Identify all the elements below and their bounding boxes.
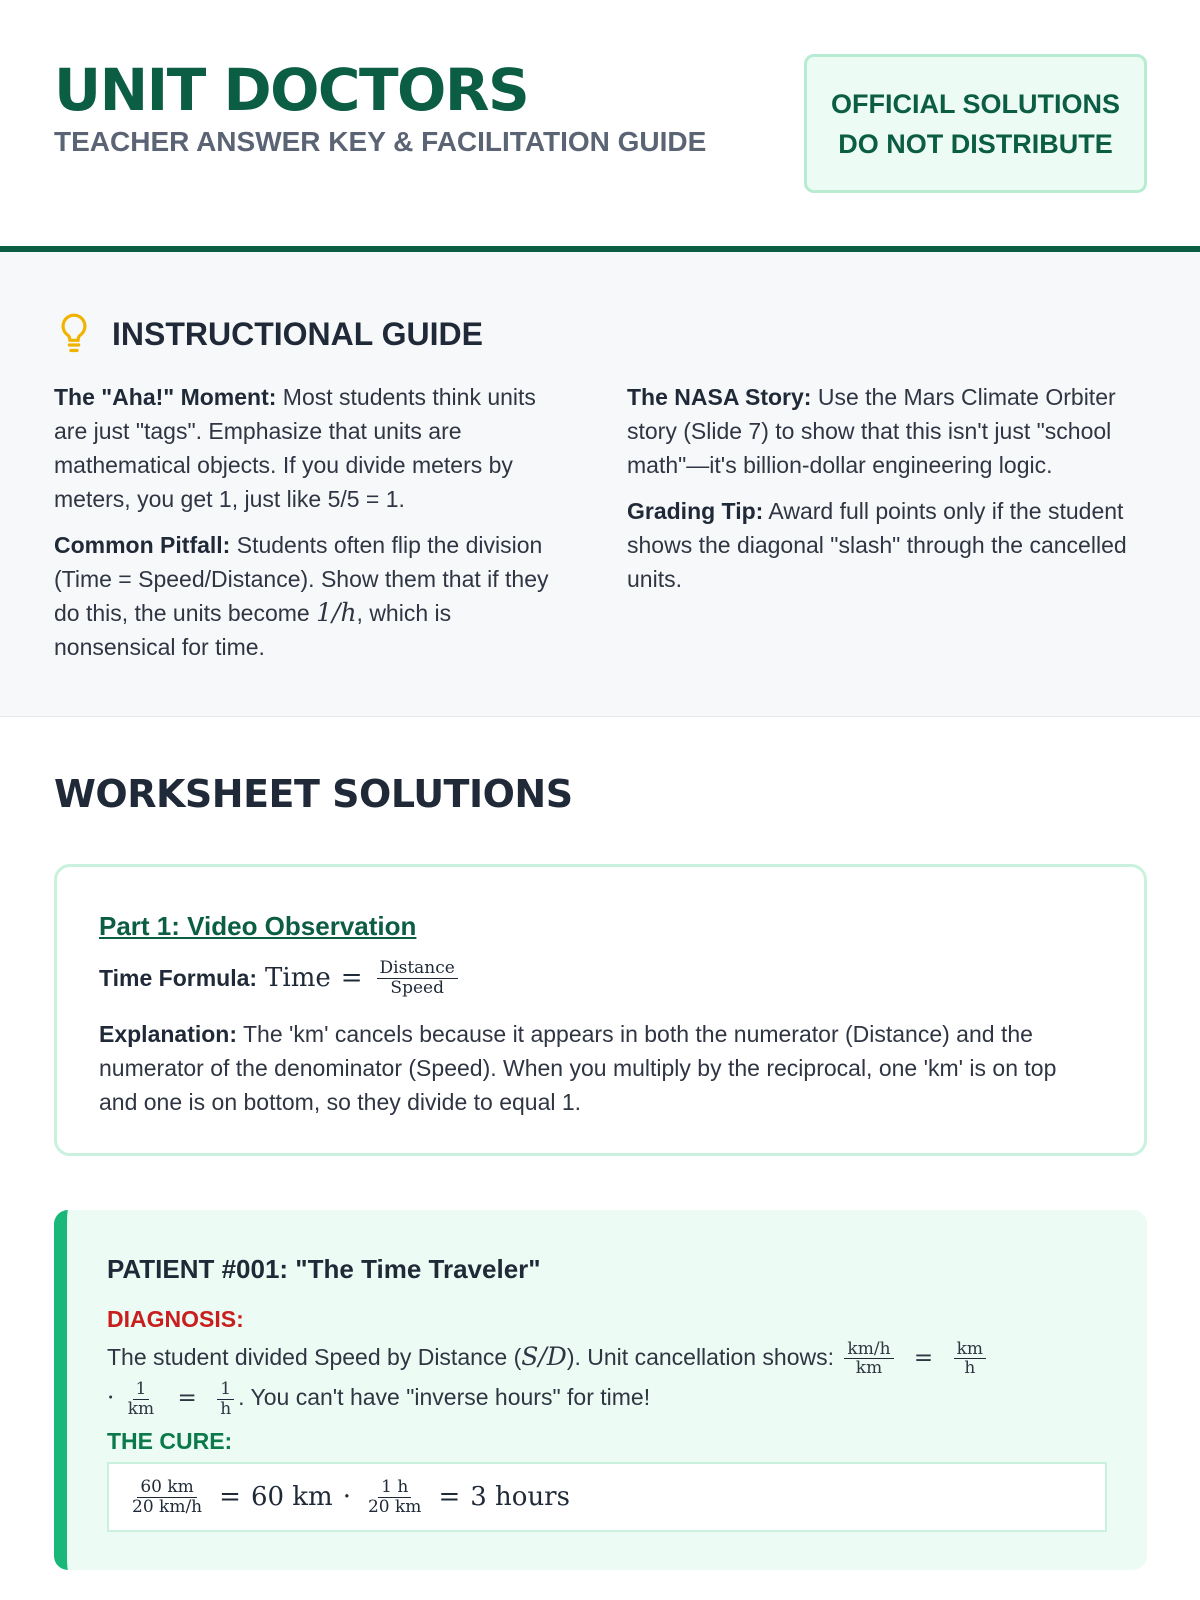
badge-line-1: OFFICIAL SOLUTIONS: [831, 88, 1120, 119]
fraction: [844, 1340, 893, 1378]
patient-card: [54, 1210, 1147, 1570]
time-formula: [99, 959, 462, 997]
worksheet-title: WORKSHEET SOLUTIONS: [54, 772, 573, 816]
tip-label: The NASA Story:: [627, 384, 812, 410]
equals-sign: =: [219, 1482, 241, 1512]
patient-title: PATIENT #001: "The Time Traveler": [107, 1254, 541, 1284]
tip-text: Award full points only if the student shows the diagonal "slash" through the cancelled units.: [627, 498, 1127, 592]
part1-title: Part 1: Video Observation: [99, 911, 417, 941]
lightbulb-icon: [54, 312, 94, 356]
multiply-dot: ·: [107, 1385, 115, 1412]
fraction-denominator: 20 km/h: [132, 1496, 203, 1517]
fraction-denominator: Speed: [390, 977, 444, 998]
guide-title: INSTRUCTIONAL GUIDE: [112, 315, 483, 352]
cure-result: 3 hours: [470, 1482, 570, 1512]
brand-title: UNIT DOCTORS: [54, 56, 529, 124]
cure-equation: [107, 1462, 1107, 1532]
formula-label: Time Formula:: [99, 964, 258, 991]
fraction-denominator: h: [964, 1358, 976, 1379]
equals-sign: =: [913, 1345, 934, 1371]
badge-line-2: DO NOT DISTRIBUTE: [838, 128, 1113, 159]
fraction-denominator: km: [855, 1358, 883, 1379]
part1-explanation: [99, 1017, 1099, 1119]
diagnosis-text: [107, 1338, 1057, 1418]
guide-tip-grading: [627, 494, 1147, 596]
guide-tip-nasa: [627, 380, 1147, 482]
fraction-denominator: 20 km: [367, 1496, 422, 1517]
fraction-numerator: km/h: [844, 1340, 893, 1360]
formula-lhs: Time: [265, 963, 331, 994]
guide-tip-pitfall: [54, 528, 574, 664]
math-inline: S/D: [521, 1342, 567, 1371]
fraction: [217, 1380, 234, 1418]
guide-column-left: [54, 380, 574, 676]
guide-heading: [54, 312, 483, 356]
fraction: [365, 1478, 424, 1516]
fraction-numerator: Distance: [377, 959, 458, 979]
tip-text: Most students think units are just "tags". Emphasize that units are mathematical objects. If you divide meters by meters, you get 1, just like 5/5 = 1.: [54, 384, 536, 512]
equals-sign: =: [438, 1482, 461, 1512]
formula-fraction: [377, 959, 458, 997]
fraction-denominator: h: [220, 1398, 232, 1419]
fraction: [125, 1380, 157, 1418]
explain-text: The 'km' cancels because it appears in both the numerator (Distance) and the numerator of the denominator (Speed). When you multiply by the reciprocal, one 'km' is on top and one is on bottom, so they divide to equal 1.: [99, 1021, 1057, 1115]
equals-sign: =: [177, 1385, 197, 1412]
diagnosis-text-part: . You can't have "inverse hours" for time!: [238, 1384, 651, 1411]
tip-label: The "Aha!" Moment:: [54, 384, 277, 410]
diagnosis-label: DIAGNOSIS:: [107, 1306, 244, 1332]
tip-text: , which is nonsensical for time.: [54, 600, 452, 660]
fraction-numerator: 1: [133, 1380, 150, 1400]
fraction-numerator: km: [954, 1340, 986, 1360]
guide-column-right: [627, 380, 1147, 608]
fraction-numerator: 60 km: [137, 1478, 196, 1498]
cure-label: THE CURE:: [107, 1428, 233, 1454]
page-header: [0, 0, 1200, 252]
formula-equals: =: [340, 963, 363, 994]
fraction-numerator: 1 h: [378, 1478, 411, 1498]
diagnosis-text-part: ). Unit cancellation shows:: [566, 1344, 835, 1370]
cure-middle-term: 60 km: [250, 1482, 333, 1512]
guide-tip-aha: [54, 380, 574, 516]
fraction: [129, 1478, 205, 1516]
official-badge: [804, 54, 1147, 193]
tip-text: Use the Mars Climate Orbiter story (Slide 7) to show that this isn't just "school math"—it's billion-dollar engineering logic.: [627, 384, 1116, 478]
tip-label: Common Pitfall:: [54, 532, 231, 558]
part1-card: [54, 864, 1147, 1156]
math-inline: 1/h: [316, 598, 357, 627]
fraction-denominator: km: [127, 1398, 155, 1419]
explain-label: Explanation:: [99, 1021, 238, 1047]
tip-text: Students often flip the division (Time = Speed/Distance). Show them that if they do this, the units become: [54, 532, 549, 626]
brand-subtitle: TEACHER ANSWER KEY & FACILITATION GUIDE: [54, 126, 707, 157]
tip-label: Grading Tip:: [627, 498, 764, 524]
instructional-guide-section: [0, 252, 1200, 717]
fraction-numerator: 1: [217, 1380, 234, 1400]
diagnosis-text-part: The student divided Speed by Distance (: [107, 1344, 522, 1370]
multiply-dot: ·: [342, 1482, 351, 1512]
fraction: [954, 1340, 986, 1378]
